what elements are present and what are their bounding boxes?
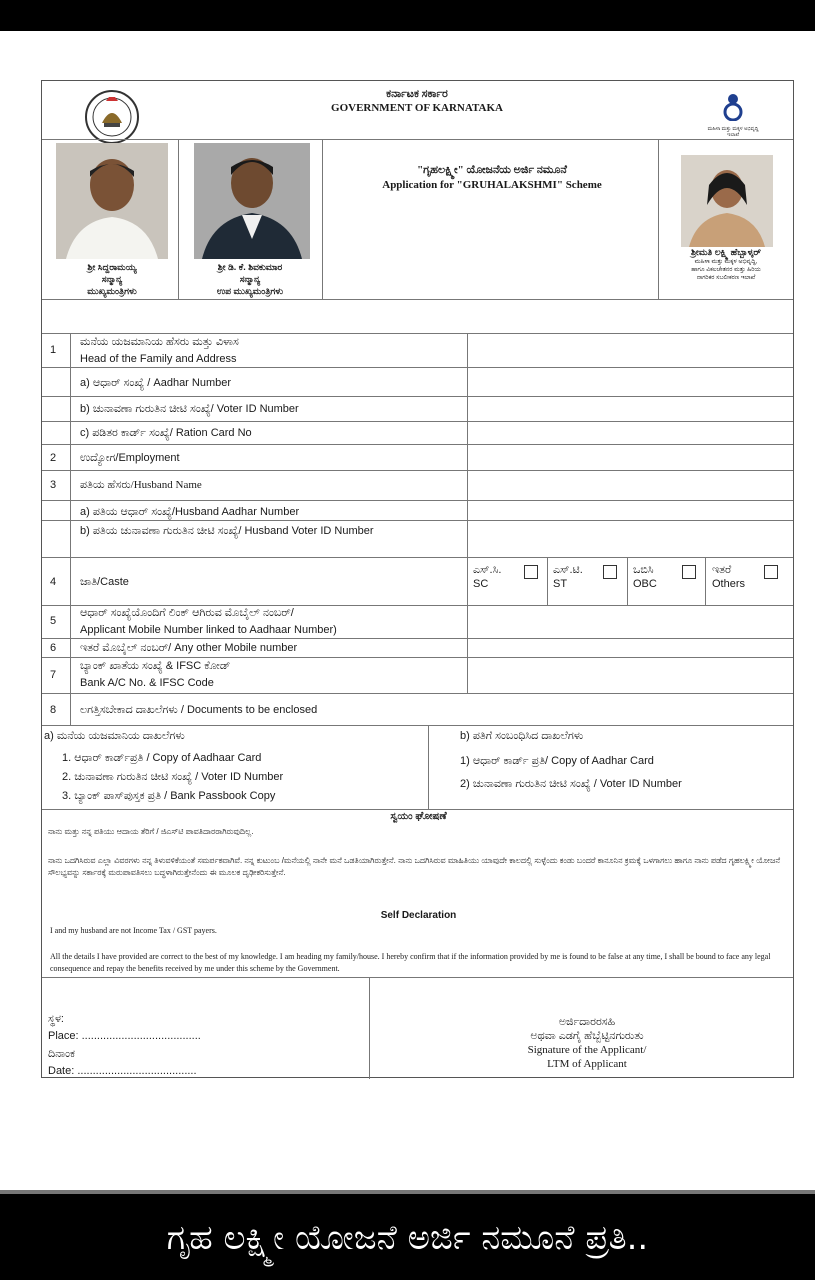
minister-designation-2: ಹಾಗೂ ವಿಕಲಚೇತನರ ಮತ್ತು ಹಿರಿಯ <box>691 267 761 273</box>
ration-card-field[interactable] <box>468 422 794 444</box>
declaration-title-kannada: ಸ್ವಯಂ ಘೋಷಣೆ <box>390 811 447 822</box>
govt-title-kannada: ಕರ್ನಾಟಕ ಸರ್ಕಾರ <box>386 88 448 100</box>
form-title-english: Application for "GRUHALAKSHMI" Scheme <box>382 179 602 191</box>
doc-b-item-2: 2) ಚುನಾವಣಾ ಗುರುತಿನ ಚೀಟಿ ಸಂಖ್ಯೆ / Voter ID Number <box>460 778 682 790</box>
govt-title-english: GOVERNMENT OF KARNATAKA <box>331 102 503 114</box>
dcm-photo <box>194 143 310 259</box>
place-label-kannada: ಸ್ಥಳ: <box>48 1013 64 1025</box>
top-black-bar <box>0 0 815 31</box>
doc-b-item-1: 1) ಆಧಾರ್ ಕಾರ್ಡ್ ಪ್ರತಿ/ Copy of Aadhar Card <box>460 755 654 767</box>
head-of-family-field[interactable] <box>468 334 794 367</box>
caste-obc-label: OBC <box>633 578 657 590</box>
wcd-dept-logo-icon <box>706 91 760 139</box>
row-3-number: 3 <box>50 479 57 491</box>
signature-label-english-1: Signature of the Applicant/ <box>527 1044 647 1056</box>
caste-others-label: Others <box>712 578 746 590</box>
row-2-number: 2 <box>50 452 57 464</box>
row-8-label: ಲಗತ್ತಿಸಬೇಕಾದ ದಾಖಲೆಗಳು / Documents to be enclosed <box>80 704 318 716</box>
minister-designation-3: ನಾಗರಿಕರ ಸಬಲೀಕರಣ ಇಲಾಖೆ <box>696 275 756 281</box>
declaration-paragraph-kannada: ನಾನು ಒದಗಿಸಿರುವ ಎಲ್ಲಾ ವಿವರಗಳು ನನ್ನ ತಿಳುವಳಿಕೆಯಂತೆ ಸಮರ್ಪಕವಾಗಿವೆ. ನನ್ನ ಕುಟುಂಬ /ಮನೆಯಲ್ಲಿ ನಾನೇ ಮನೆ ಒಡತಿಯಾಗಿರುತ್ತೇನೆ. ನಾನು ಒದಗಿಸಿರುವ ಮಾಹಿತಿಯು ಯಾವುದೇ ಕಾಲದಲ್ಲಿ ಸುಳ್ಳೆಂದು ಕಂಡು ಬಂದರೆ ಕಾನೂನಿನ ಕ್ರಮಕ್ಕೆ ಒಳಗಾಗಲು ಹಾಗೂ ನಾನು ಪಡೆದ ಗೃಹಲಕ್ಷ್ಮೀ ಯೋಜನೆ ಸೌಲಭ್ಯವನ್ನು ಸರ್ಕಾರಕ್ಕೆ ಮರುಪಾವತಿಸಲು ಬದ್ಧಳಾಗಿರುತ್ತೇನೆಂದು ಈ ಮೂಲಕ ದೃಢೀಕರಿಸುತ್ತೇನೆ. <box>48 856 781 877</box>
dcm-name: ಶ್ರೀ ಡಿ. ಕೆ. ಶಿವಕುಮಾರ <box>217 262 283 272</box>
docs-applicant-heading: a) ಮನೆಯ ಯಜಮಾನಿಯ ದಾಖಲೆಗಳು <box>44 730 185 742</box>
doc-a-item-1: 1. ಆಧಾರ್ ಕಾರ್ಡ್‌ಪ್ರತಿ / Copy of Aadhaar Card <box>62 752 262 764</box>
row-4-label: ಜಾತಿ/Caste <box>80 576 129 588</box>
date-label-kannada: ದಿನಾಂಕ <box>48 1048 75 1060</box>
caste-st-option[interactable] <box>553 563 583 591</box>
row-5-label-kannada: ಆಧಾರ್ ಸಂಖ್ಯೆಯೊಂದಿಗೆ ಲಿಂಕ್ ಆಗಿರುವ ಮೊಬೈಲ್ ನಂಬರ್/ <box>80 607 294 619</box>
caste-sc-label: SC <box>473 578 489 590</box>
signature-label-english-2: LTM of Applicant <box>547 1058 627 1070</box>
karnataka-emblem-icon <box>84 89 140 145</box>
caste-obc-kannada: ಒಬಿಸಿ <box>633 564 654 576</box>
cm-photo <box>56 143 168 259</box>
form-title-kannada: "ಗೃಹಲಕ್ಷ್ಮೀ" ಯೋಜನೆಯ ಅರ್ಜಿ ನಮೂನೆ <box>417 164 567 176</box>
caste-obc-option[interactable] <box>633 563 657 591</box>
row-1-label-english: Head of the Family and Address <box>80 353 237 365</box>
cm-name: ಶ್ರೀ ಸಿದ್ದರಾಮಯ್ಯ <box>87 262 137 272</box>
doc-a-item-2: 2. ಚುನಾವಣಾ ಗುರುತಿನ ಚೀಟಿ ಸಂಖ್ಯೆ / Voter ID Number <box>62 771 284 783</box>
row-1b-label: b) ಚುನಾವಣಾ ಗುರುತಿನ ಚೀಟಿ ಸಂಖ್ಯೆ/ Voter ID Number <box>80 403 299 415</box>
row-3b-label: b) ಪತಿಯ ಚುನಾವಣಾ ಗುರುತಿನ ಚೀಟಿ ಸಂಖ್ಯೆ/ Husband Voter ID Number <box>80 525 374 537</box>
caste-others-kannada: ಇತರೆ <box>712 564 732 576</box>
minister-designation-1: ಮಹಿಳಾ ಮತ್ತು ಮಕ್ಕಳ ಅಭಿವೃದ್ಧಿ, <box>694 259 758 265</box>
application-form <box>41 80 794 1078</box>
caste-sc-kannada: ಎಸ್.ಸಿ. <box>473 564 502 576</box>
row-2-label: ಉದ್ಯೋಗ/Employment <box>80 452 180 464</box>
employment-field[interactable] <box>468 445 794 470</box>
row-1a-label: a) ಆಧಾರ್ ಸಂಖ್ಯೆ / Aadhar Number <box>80 377 232 389</box>
row-1c-label: c) ಪಡಿತರ ಕಾರ್ಡ್ ಸಂಖ್ಯೆ/ Ration Card No <box>80 427 252 439</box>
cm-honorific: ಸನ್ಮಾನ್ಯ <box>101 274 123 284</box>
row-7-label-english: Bank A/C No. & IFSC Code <box>80 677 214 689</box>
row-3a-label: a) ಪತಿಯ ಆಧಾರ್ ಸಂಖ್ಯೆ/Husband Aadhar Number <box>80 506 300 518</box>
caste-sc-checkbox[interactable] <box>524 565 538 579</box>
aadhar-number-field[interactable] <box>468 368 794 396</box>
wcd-logo-text: ಮಹಿಳಾ ಮತ್ತು ಮಕ್ಕಳ ಅಭಿವೃದ್ಧಿ ಇಲಾಖೆ <box>707 126 759 138</box>
date-field[interactable]: Date: ....................................... <box>48 1065 197 1077</box>
signature-label-kannada-2: ಅಥವಾ ಎಡಗೈ ಹೆಬ್ಬೆಟ್ಟಿನಗುರುತು <box>530 1030 644 1042</box>
husband-name-field[interactable] <box>468 471 794 500</box>
declaration-line-1-english: I and my husband are not Income Tax / GST payers. <box>50 926 217 935</box>
other-mobile-field[interactable] <box>468 639 794 657</box>
minister-photo <box>681 155 773 247</box>
linked-mobile-field[interactable] <box>468 606 794 638</box>
row-7-number: 7 <box>50 669 57 681</box>
caste-others-checkbox[interactable] <box>764 565 778 579</box>
signature-label-kannada-1: ಅರ್ಜಿದಾರರಸಹಿ <box>558 1016 616 1028</box>
row-6-label: ಇತರೆ ಮೊಬೈಲ್ ನಂಬರ್/ Any other Mobile number <box>80 642 298 654</box>
caste-st-kannada: ಎಸ್.ಟಿ. <box>553 564 583 576</box>
docs-husband-heading: b) ಪತಿಗೆ ಸಂಬಂಧಿಸಿದ ದಾಖಲೆಗಳು <box>460 730 584 742</box>
row-1-number: 1 <box>50 344 57 356</box>
caste-sc-option[interactable] <box>473 563 501 591</box>
minister-name: ಶ್ರೀಮತಿ ಲಕ್ಷ್ಮಿ ಹೆಬ್ಬಾಳ್ಕರ್ <box>690 247 762 257</box>
husband-voter-id-field[interactable] <box>468 521 794 557</box>
row-3-label: ಪತಿಯ ಹೆಸರು/Husband Name <box>80 479 202 491</box>
caste-st-checkbox[interactable] <box>603 565 617 579</box>
husband-aadhar-field[interactable] <box>468 501 794 520</box>
row-5-number: 5 <box>50 615 57 627</box>
place-field[interactable]: Place: ....................................... <box>48 1030 201 1042</box>
caste-others-option[interactable] <box>712 563 745 591</box>
dcm-honorific: ಸನ್ಮಾನ್ಯ <box>239 274 261 284</box>
row-6-number: 6 <box>50 642 57 654</box>
declaration-title-english: Self Declaration <box>380 910 457 921</box>
row-5-label-english: Applicant Mobile Number linked to Aadhaar Number) <box>80 624 337 636</box>
dcm-designation: ಉಪ ಮುಖ್ಯಮಂತ್ರಿಗಳು <box>216 286 284 296</box>
caste-obc-checkbox[interactable] <box>682 565 696 579</box>
row-7-label-kannada: ಬ್ಯಾಂಕ್ ಖಾತೆಯ ಸಂಖ್ಯೆ & IFSC ಕೋಡ್ <box>80 660 231 672</box>
declaration-line-1-kannada: ನಾನು ಮತ್ತು ನನ್ನ ಪತಿಯು ಆದಾಯ ತೆರಿಗೆ / ಜಿಎಸ್‌ಟಿ ಪಾವತಿದಾರರಾಗಿರುವುದಿಲ್ಲ. <box>48 827 254 836</box>
row-8-number: 8 <box>50 704 57 716</box>
row-4-number: 4 <box>50 576 57 588</box>
bank-account-field[interactable] <box>468 658 794 693</box>
caste-st-label: ST <box>553 578 568 590</box>
row-1-label-kannada: ಮನೆಯ ಯಜಮಾನಿಯ ಹೆಸರು ಮತ್ತು ವಿಳಾಸ <box>80 336 239 348</box>
voter-id-field[interactable] <box>468 397 794 421</box>
cm-designation: ಮುಖ್ಯಮಂತ್ರಿಗಳು <box>87 286 137 296</box>
declaration-paragraph-english: All the details I have provided are correct to the best of my knowledge. I am heading my family/house. I hereby confirm that if the information provided by me is found to be false at any time, I shall be bound to face any legal consequence and repay the benefits received by me under this scheme by the Government. <box>50 952 771 973</box>
doc-a-item-3: 3. ಬ್ಯಾಂಕ್ ಪಾಸ್‌ಪುಸ್ತಕ ಪ್ರತಿ / Bank Passbook Copy <box>62 790 276 802</box>
image-caption: ಗೃಹ ಲಕ್ಷ್ಮೀ ಯೋಜನೆ ಅರ್ಜಿ ನಮೂನೆ ಪ್ರತಿ.. <box>166 1218 649 1258</box>
